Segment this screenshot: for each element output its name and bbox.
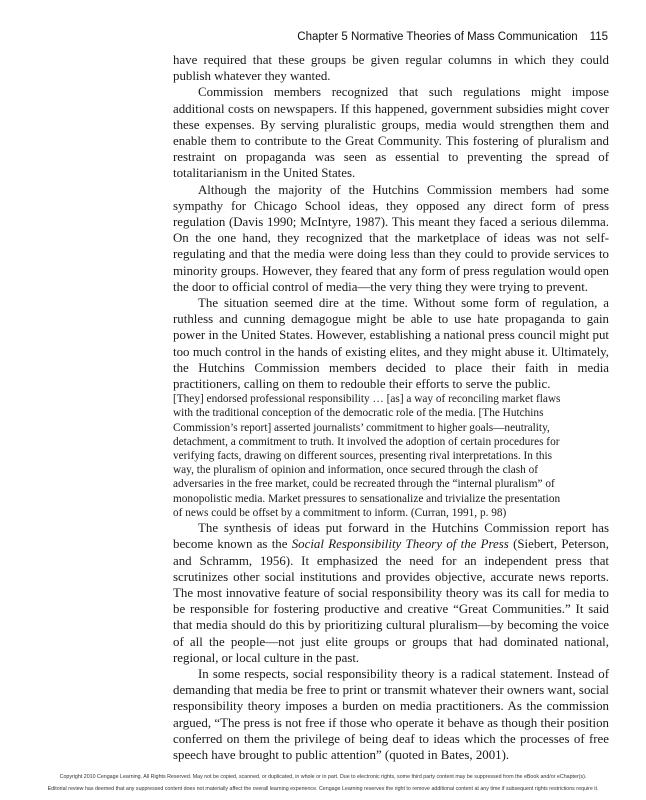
paragraph: have required that these groups be given regular columns in which they could publish whatever they wanted. — [173, 53, 609, 84]
paragraph-text: (Siebert, Peterson, and Schramm, 1956). It emphasized the need for an independent press that scrutinizes other social institutions and provides objective, accurate news reports. The most innovative feature of social responsibility theory was its call for media to be responsible for fostering productive and creative “Great Communities.” It said that media should do this by prioritizing cultural pluralism—by becoming the voice of all the people—not just elite groups or groups that had dominated national, regional, or local culture in the past. — [173, 537, 609, 665]
chapter-title: Chapter 5 Normative Theories of Mass Communication — [297, 31, 578, 43]
copyright-notice: Copyright 2010 Cengage Learning. All Rights Reserved. May not be copied, scanned, or duplicated, in whole or in part. Due to electronic rights, some third party content may be suppressed from the eBook and/or eChapter(s). — [59, 774, 587, 780]
block-quote: [They] endorsed professional responsibility … [as] a way of reconciling market flaws with the traditional conception of the democratic role of the media. [The Hutchins Commission’s report] asserted journalists’ commitment to higher goals—neutrality, detachment, a commitment to truth. It involved the adoption of certain procedures for verifying facts, drawing on different sources, presenting rival interpretations. In this way, the pluralism of opinion and information, once secured through the clash of adversaries in the free market, could be recreated through the “internal pluralism” of monopolistic media. Market pressures to sensationalize and trivialize the presentation of news could be offset by a commitment to inform. (Curran, 1991, p. 98) — [173, 393, 561, 519]
paragraph: The situation seemed dire at the time. Without some form of regulation, a ruthless and cunning demagogue might be able to use hate propaganda to gain power in the United States. However, establishing a national press council might put too much control in the hands of existing elites, and they might abuse it. Ultimately, the Hutchins Commission members decided to place their faith in media practitioners, calling on them to redouble their efforts to serve the public. — [173, 296, 609, 392]
page-number: 115 — [589, 31, 608, 43]
paragraph-text: The synthesis of ideas put forward in the Hutchins Commission report has become known as the — [173, 521, 609, 552]
theory-title: Social Responsibility Theory of the Press — [291, 537, 509, 552]
running-header — [297, 31, 608, 43]
body-text — [173, 52, 609, 763]
paragraph: Although the majority of the Hutchins Commission members had some sympathy for Chicago School ideas, they opposed any direct form of press regulation (Davis 1990; McIntyre, 1987). This meant they faced a serious dilemma. On the one hand, they recognized that the marketplace of ideas was not self-regulating and that the media were doing less than they could to provide services to minority groups. However, they feared that any form of press regulation would open the door to official control of media—the very thing they were trying to prevent. — [173, 182, 609, 294]
paragraph: In some respects, social responsibility theory is a radical statement. Instead of demanding that media be free to print or transmit whatever their owners want, social responsibility theory imposes a burden on media practitioners. As the commission argued, “The press is not free if those who operate it behave as though their position conferred on them the privilege of being deaf to ideas which the processes of free speech have brought to public attention” (quoted in Bates, 2001). — [173, 666, 609, 762]
editorial-notice: Editorial review has deemed that any suppressed content does not materially affect the overall learning experience. Cengage Learning reserves the right to remove additional content at any time if subsequent rights restrictions require it. — [47, 786, 599, 792]
paragraph: Commission members recognized that such regulations might impose additional costs on newspapers. If this happened, government subsidies might cover these expenses. By serving pluralistic groups, media would strengthen them and enable them to contribute to the Great Community. This fostering of pluralism and restraint on propaganda was seen as essential to preventing the spread of totalitarianism in the United States. — [173, 85, 609, 181]
paragraph — [173, 520, 609, 666]
